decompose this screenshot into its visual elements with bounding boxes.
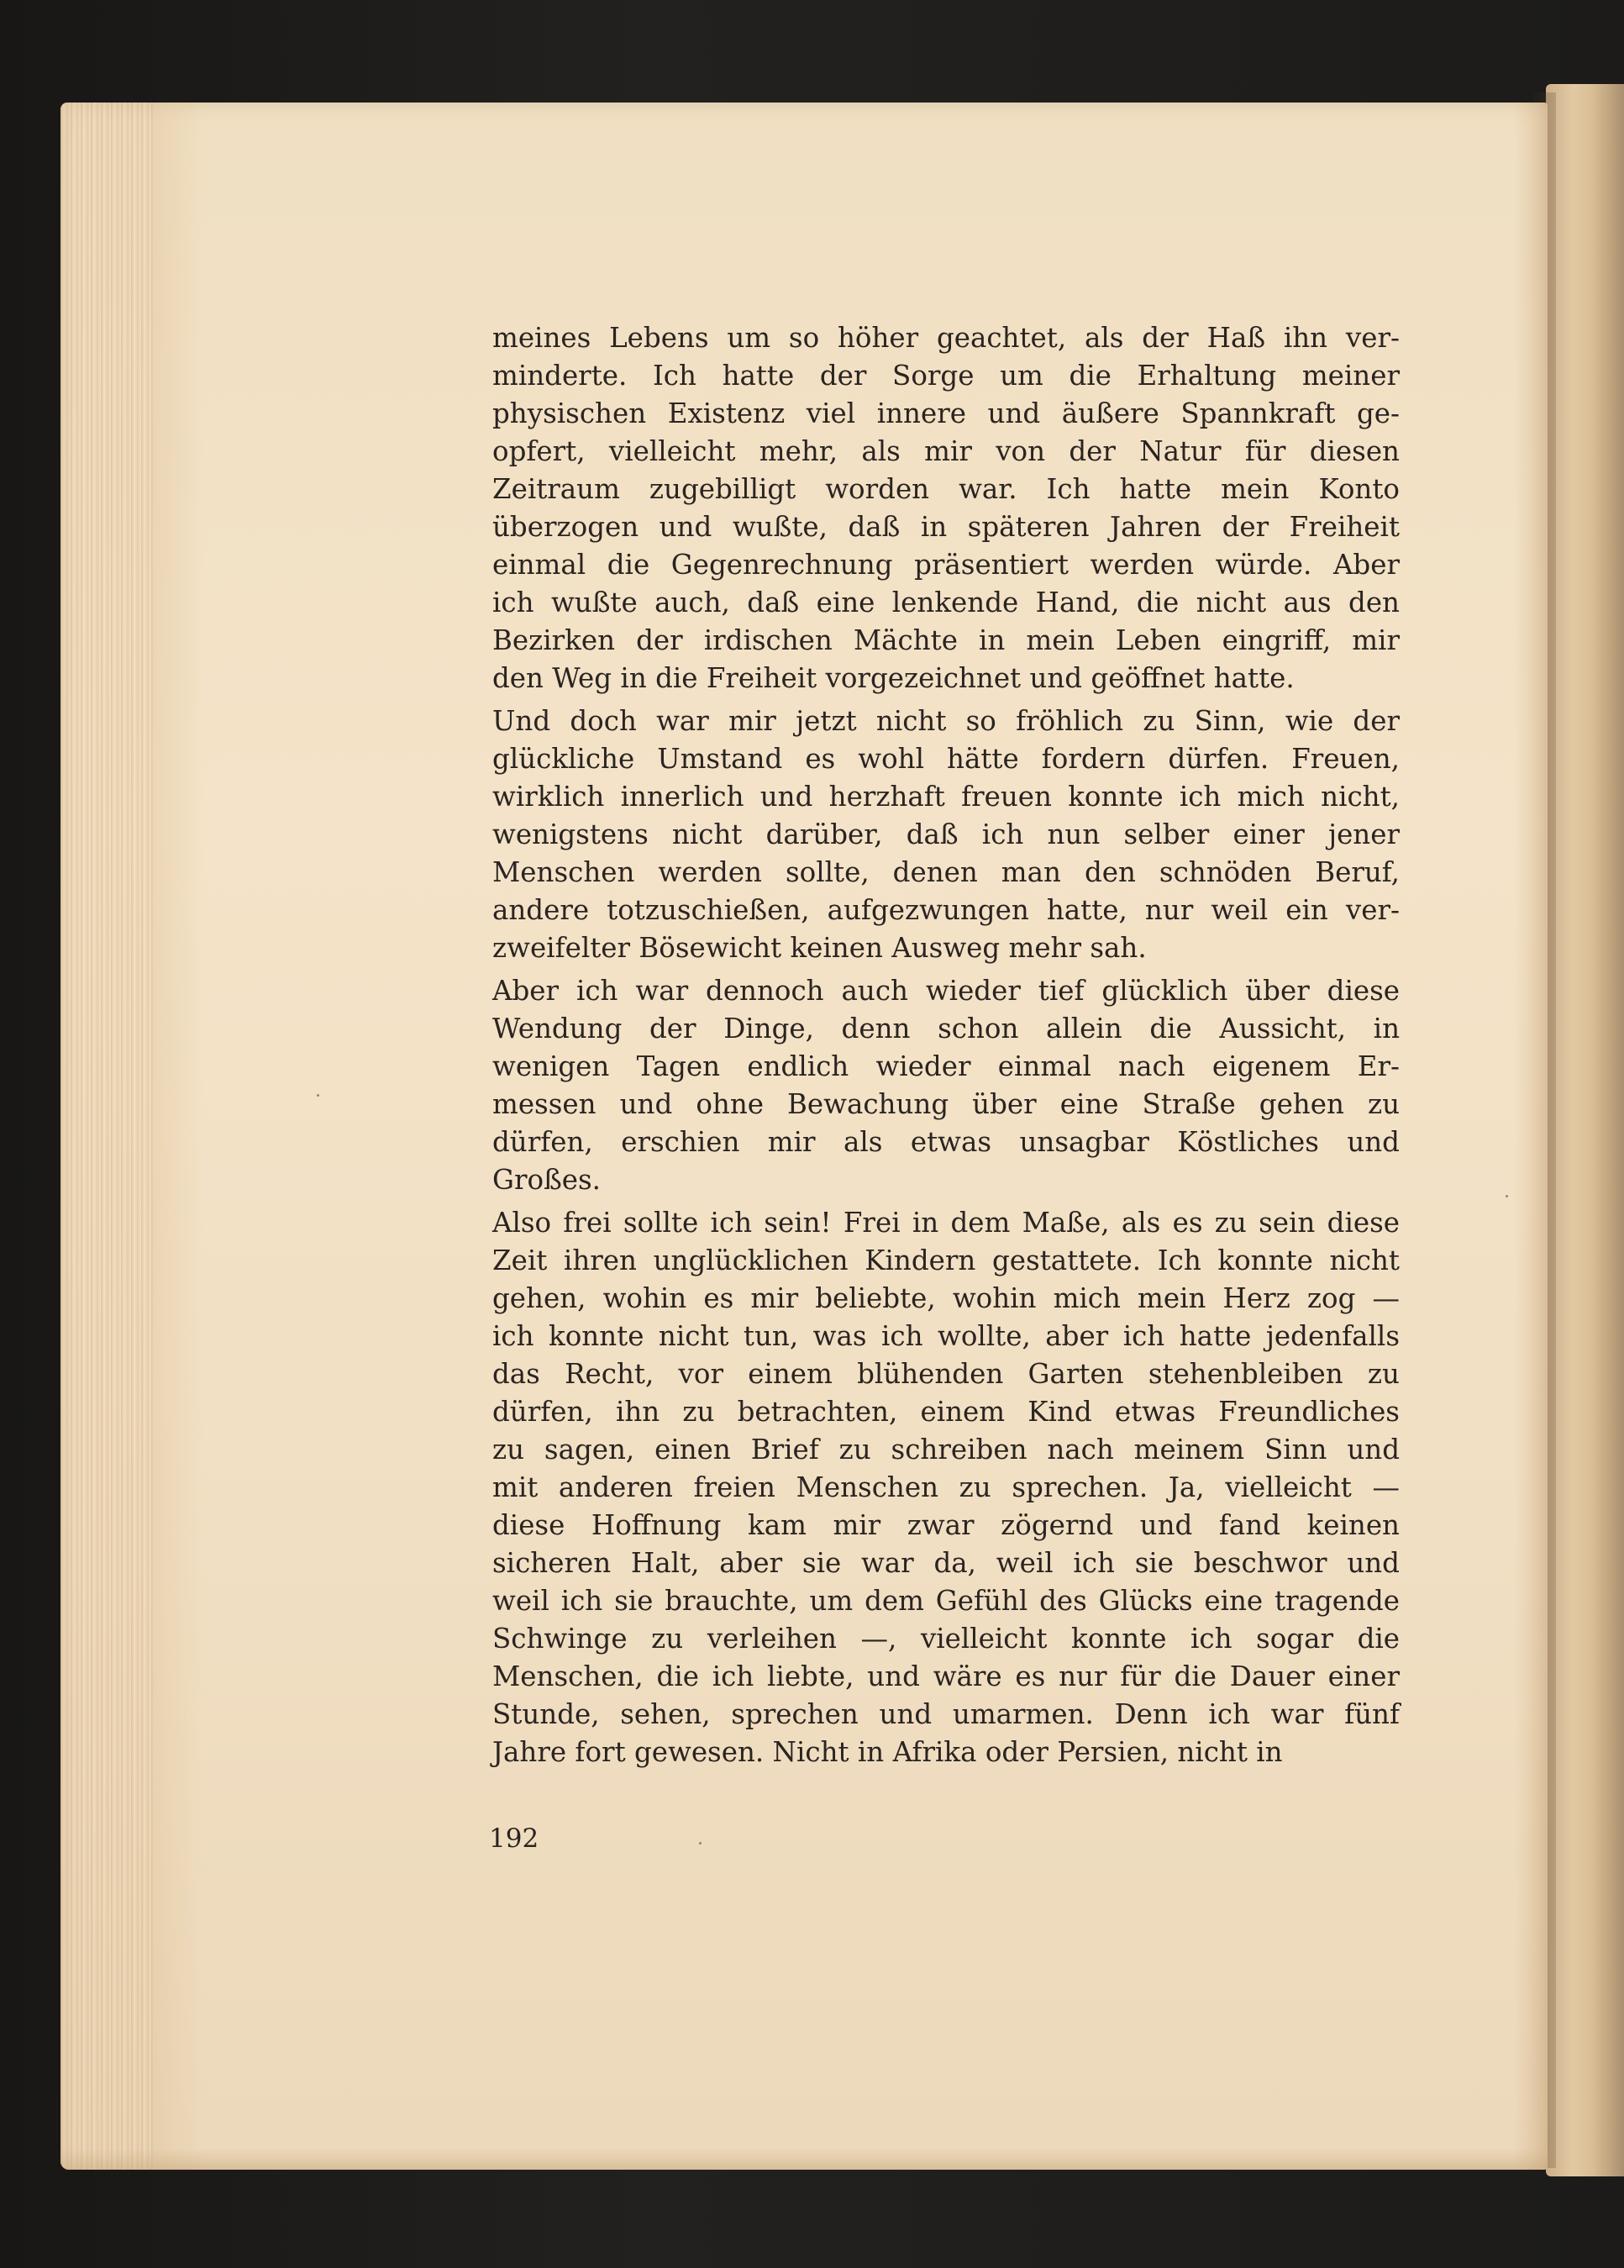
page-gutter-fade bbox=[153, 103, 203, 2170]
text-line: wenigen Tagen endlich wieder einmal nach eigenem Er- bbox=[492, 1050, 1400, 1082]
text-line: mit anderen freien Menschen zu sprechen. Ja, vielleicht — bbox=[492, 1471, 1400, 1503]
body-text bbox=[492, 319, 1400, 1776]
paragraph bbox=[492, 703, 1400, 967]
text-line: Zeit ihren unglücklichen Kindern gestattete. Ich konnte nicht bbox=[492, 1245, 1400, 1276]
paragraph bbox=[492, 972, 1400, 1199]
text-line: sicheren Halt, aber sie war da, weil ich sie beschwor und bbox=[492, 1547, 1400, 1579]
text-line: minderte. Ich hatte der Sorge um die Erhaltung meiner bbox=[492, 360, 1400, 392]
text-line: opfert, vielleicht mehr, als mir von der Natur für diesen bbox=[492, 435, 1400, 467]
paper-speck bbox=[1506, 1195, 1508, 1197]
paragraph bbox=[492, 319, 1400, 697]
paper-speck bbox=[317, 1094, 319, 1097]
page-bottom-edge bbox=[60, 2148, 1548, 2170]
text-line: Stunde, sehen, sprechen und umarmen. Denn ich war fünf bbox=[492, 1698, 1400, 1730]
text-line: Schwinge zu verleihen —, vielleicht konnte ich sogar die bbox=[492, 1623, 1400, 1655]
text-line: gehen, wohin es mir beliebte, wohin mich mein Herz zog — bbox=[492, 1282, 1400, 1314]
page-gutter-edge bbox=[60, 103, 153, 2170]
text-line: diese Hoffnung kam mir zwar zögernd und fand keinen bbox=[492, 1509, 1400, 1541]
next-pages-edge bbox=[1546, 84, 1624, 2176]
text-line: dürfen, erschien mir als etwas unsagbar Köstliches und bbox=[492, 1126, 1400, 1158]
text-line: ich wußte auch, daß eine lenkende Hand, die nicht aus den bbox=[492, 587, 1400, 618]
text-line: physischen Existenz viel innere und äußere Spannkraft ge- bbox=[492, 397, 1400, 429]
text-line: messen und ohne Bewachung über eine Straße gehen zu bbox=[492, 1088, 1400, 1120]
text-line: Und doch war mir jetzt nicht so fröhlich zu Sinn, wie der bbox=[492, 705, 1400, 737]
text-line: dürfen, ihn zu betrachten, einem Kind etwas Freundliches bbox=[492, 1396, 1400, 1428]
text-line: Bezirken der irdischen Mächte in mein Leben eingriff, mir bbox=[492, 624, 1400, 656]
text-line: Wendung der Dinge, denn schon allein die Aussicht, in bbox=[492, 1013, 1400, 1045]
paper-speck bbox=[699, 1842, 702, 1844]
text-line: Menschen, die ich liebte, und wäre es nur für die Dauer einer bbox=[492, 1660, 1400, 1692]
text-line: meines Lebens um so höher geachtet, als der Haß ihn ver- bbox=[492, 322, 1400, 354]
text-line: das Recht, vor einem blühenden Garten stehenbleiben zu bbox=[492, 1358, 1400, 1390]
text-line: überzogen und wußte, daß in späteren Jahren der Freiheit bbox=[492, 511, 1400, 543]
text-line: wirklich innerlich und herzhaft freuen konnte ich mich nicht, bbox=[492, 781, 1400, 813]
page-outer-edge bbox=[1514, 103, 1548, 2170]
paragraph bbox=[492, 1204, 1400, 1771]
text-line: wenigstens nicht darüber, daß ich nun selber einer jener bbox=[492, 818, 1400, 850]
text-line: glückliche Umstand es wohl hätte fordern dürfen. Freuen, bbox=[492, 743, 1400, 775]
text-line: Jahre fort gewesen. Nicht in Afrika oder Persien, nicht in bbox=[492, 1736, 1283, 1768]
text-line: zweifelter Bösewicht keinen Ausweg mehr sah. bbox=[492, 932, 1147, 964]
text-line: den Weg in die Freiheit vorgezeichnet und geöffnet hatte. bbox=[492, 662, 1295, 694]
text-line: ich konnte nicht tun, was ich wollte, aber ich hatte jedenfalls bbox=[492, 1320, 1400, 1352]
text-line: Also frei sollte ich sein! Frei in dem Maße, als es zu sein diese bbox=[492, 1207, 1400, 1239]
text-line: Großes. bbox=[492, 1164, 602, 1196]
page-number: 192 bbox=[489, 1823, 539, 1854]
text-line: Zeitraum zugebilligt worden war. Ich hatte mein Konto bbox=[492, 473, 1400, 505]
text-line: Aber ich war dennoch auch wieder tief glücklich über diese bbox=[492, 975, 1400, 1007]
text-line: Menschen werden sollte, denen man den schnöden Beruf, bbox=[492, 856, 1400, 888]
text-line: weil ich sie brauchte, um dem Gefühl des Glücks eine tragende bbox=[492, 1585, 1400, 1617]
text-line: zu sagen, einen Brief zu schreiben nach meinem Sinn und bbox=[492, 1434, 1400, 1466]
text-line: einmal die Gegenrechnung präsentiert werden würde. Aber bbox=[492, 549, 1400, 581]
text-line: andere totzuschießen, aufgezwungen hatte, nur weil ein ver- bbox=[492, 894, 1400, 926]
